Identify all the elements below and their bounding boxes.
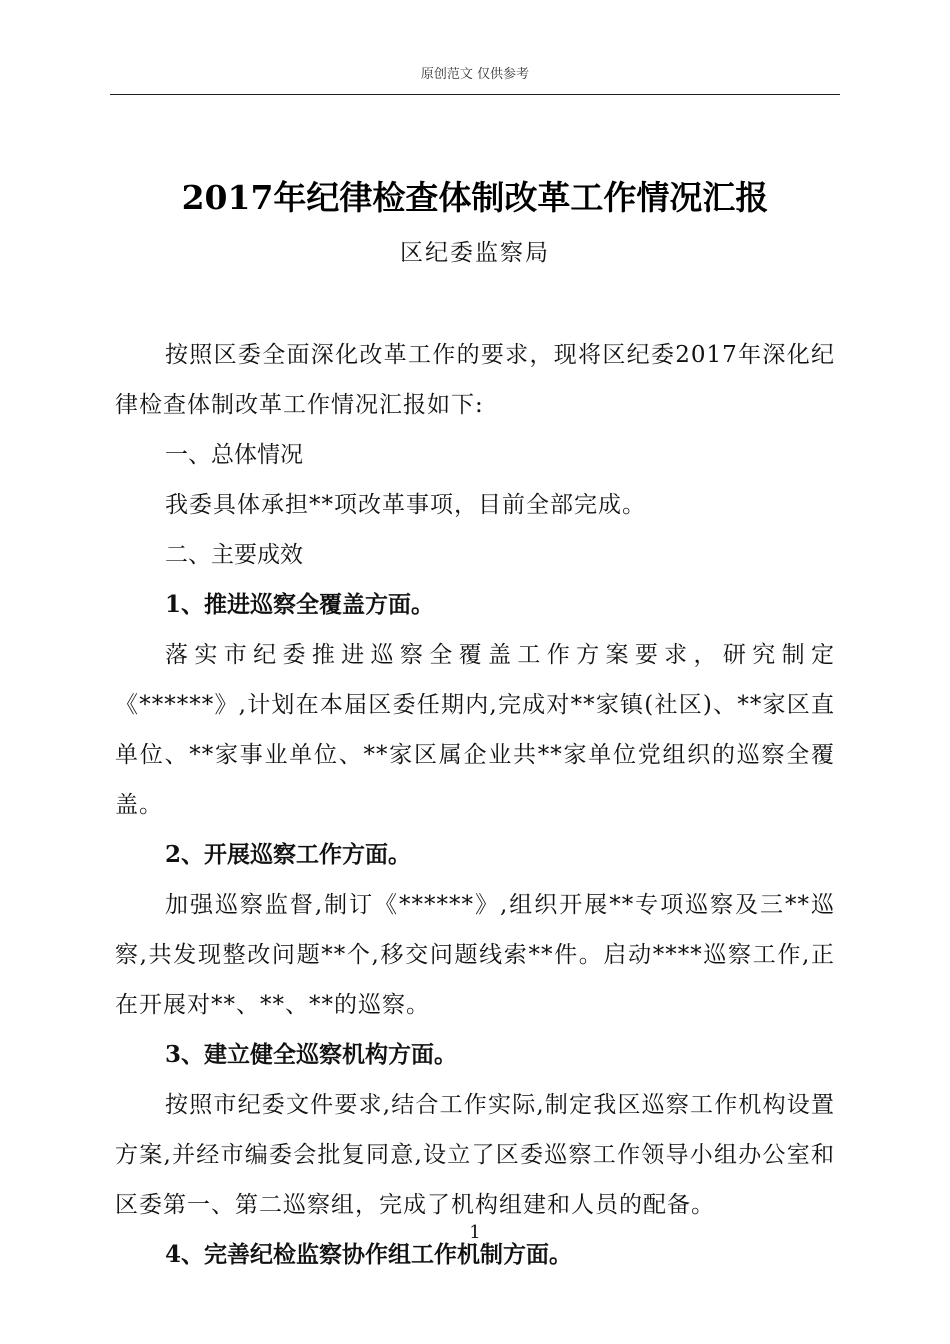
document-title: 2017年纪律检查体制改革工作情况汇报: [181, 178, 769, 217]
subsection-text: 加强巡察监督,制订《******》,组织开展**专项巡察及三**巡察,共发现整改问题**个,移交问题线索**件。启动****巡察工作,正在开展对**、**、**的巡察。: [115, 892, 835, 1018]
document-body: [115, 330, 835, 1280]
header-divider: [110, 94, 840, 95]
subsection-heading: 3、建立健全巡察机构方面。: [165, 1041, 458, 1068]
subsection-text: 落实市纪委推进巡察全覆盖工作方案要求，研究制定《******》,计划在本届区委任期内,完成对**家镇(社区)、**家区直单位、**家事业单位、**家区属企业共**家单位党组织的巡察全覆盖。: [115, 642, 835, 818]
subsection-heading: 2、开展巡察工作方面。: [165, 841, 412, 868]
subsection-heading: 4、完善纪检监察协作组工作机制方面。: [165, 1241, 573, 1268]
subsection-text: 按照市纪委文件要求,结合工作实际,制定我区巡察工作机构设置方案,并经市编委会批复同意,设立了区委巡察工作领导小组办公室和区委第一、第二巡察组，完成了机构组建和人员的配备。: [115, 1092, 835, 1218]
page-number: 1: [469, 1222, 481, 1243]
intro-paragraph: 按照区委全面深化改革工作的要求，现将区纪委2017年深化纪律检查体制改革工作情况汇报如下:: [115, 342, 835, 418]
section-heading-overall: 一、总体情况: [165, 442, 303, 468]
page-header: 原创范文 仅供参考: [420, 67, 530, 82]
section-heading-results: 二、主要成效: [165, 542, 303, 568]
subsection-heading: 1、推进巡察全覆盖方面。: [165, 591, 435, 618]
document-author: 区纪委监察局: [400, 240, 550, 266]
section-text-overall: 我委具体承担**项改革事项，目前全部完成。: [165, 492, 646, 518]
